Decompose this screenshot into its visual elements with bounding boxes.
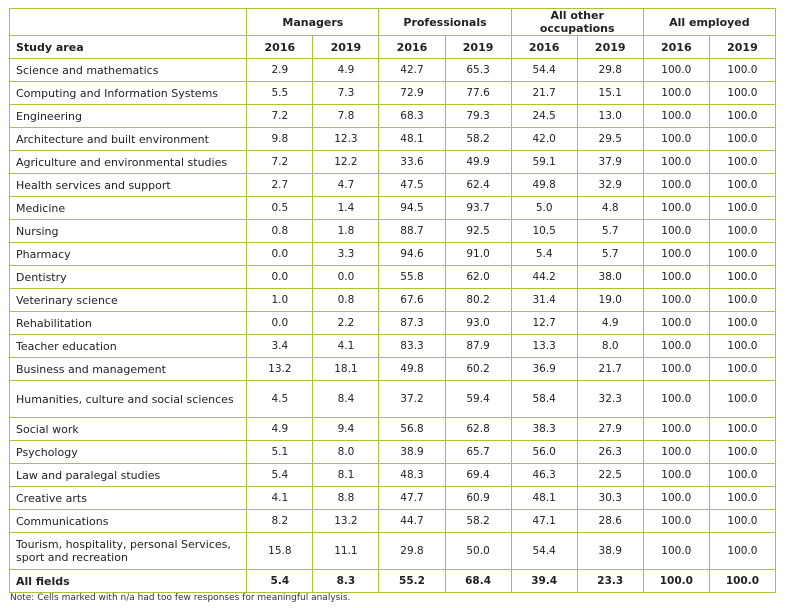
value-cell: 5.7 — [577, 220, 643, 243]
value-cell: 4.7 — [313, 174, 379, 197]
value-cell: 49.8 — [379, 358, 445, 381]
value-cell: 7.8 — [313, 105, 379, 128]
value-cell: 100.0 — [643, 289, 709, 312]
table-row — [10, 358, 776, 381]
value-cell: 49.8 — [511, 174, 577, 197]
value-cell: 47.5 — [379, 174, 445, 197]
study-area-label: Nursing — [10, 220, 247, 243]
table-row — [10, 487, 776, 510]
value-cell: 4.1 — [247, 487, 313, 510]
value-cell: 15.8 — [247, 533, 313, 570]
value-cell: 100.0 — [643, 441, 709, 464]
value-cell: 29.8 — [379, 533, 445, 570]
study-area-label: Computing and Information Systems — [10, 82, 247, 105]
value-cell: 0.0 — [313, 266, 379, 289]
value-cell: 47.7 — [379, 487, 445, 510]
study-area-label: Health services and support — [10, 174, 247, 197]
value-cell: 5.4 — [247, 464, 313, 487]
value-cell: 44.7 — [379, 510, 445, 533]
value-cell: 1.8 — [313, 220, 379, 243]
value-cell: 100.0 — [643, 533, 709, 570]
value-cell: 100.0 — [709, 441, 775, 464]
value-cell: 2.2 — [313, 312, 379, 335]
value-cell: 4.9 — [313, 59, 379, 82]
value-cell: 88.7 — [379, 220, 445, 243]
value-cell: 30.3 — [577, 487, 643, 510]
data-table-container — [9, 8, 776, 593]
study-area-label: Law and paralegal studies — [10, 464, 247, 487]
table-note: Note: Cells marked with n/a had too few responses for meaningful analysis. — [10, 593, 351, 603]
value-cell: 65.7 — [445, 441, 511, 464]
study-area-label: Veterinary science — [10, 289, 247, 312]
value-cell: 36.9 — [511, 358, 577, 381]
value-cell: 100.0 — [643, 59, 709, 82]
corner-cell — [10, 9, 247, 36]
year-header: 2016 — [247, 36, 313, 59]
value-cell: 50.0 — [445, 533, 511, 570]
value-cell: 8.0 — [577, 335, 643, 358]
value-cell: 100.0 — [709, 197, 775, 220]
study-area-label: Tourism, hospitality, personal Services, sport and recreation — [10, 533, 247, 570]
value-cell: 24.5 — [511, 105, 577, 128]
value-cell: 13.2 — [247, 358, 313, 381]
value-cell: 8.2 — [247, 510, 313, 533]
value-cell: 94.5 — [379, 197, 445, 220]
value-cell: 100.0 — [643, 197, 709, 220]
study-area-label: Social work — [10, 418, 247, 441]
value-cell: 87.9 — [445, 335, 511, 358]
value-cell: 100.0 — [709, 464, 775, 487]
value-cell: 3.4 — [247, 335, 313, 358]
employment-by-study-area-table — [9, 8, 776, 593]
value-cell: 44.2 — [511, 266, 577, 289]
study-area-label: Communications — [10, 510, 247, 533]
value-cell: 27.9 — [577, 418, 643, 441]
value-cell: 100.0 — [643, 487, 709, 510]
table-row — [10, 510, 776, 533]
value-cell: 100.0 — [709, 266, 775, 289]
study-area-label: Science and mathematics — [10, 59, 247, 82]
value-cell: 93.0 — [445, 312, 511, 335]
value-cell: 100.0 — [709, 487, 775, 510]
value-cell: 15.1 — [577, 82, 643, 105]
value-cell: 93.7 — [445, 197, 511, 220]
value-cell: 49.9 — [445, 151, 511, 174]
group-header-all-employed: All employed — [643, 9, 775, 36]
value-cell: 59.1 — [511, 151, 577, 174]
value-cell: 79.3 — [445, 105, 511, 128]
value-cell: 100.0 — [709, 381, 775, 418]
value-cell: 2.7 — [247, 174, 313, 197]
table-row — [10, 312, 776, 335]
value-cell: 5.4 — [511, 243, 577, 266]
value-cell: 62.4 — [445, 174, 511, 197]
value-cell: 69.4 — [445, 464, 511, 487]
value-cell: 87.3 — [379, 312, 445, 335]
study-area-label: Architecture and built environment — [10, 128, 247, 151]
value-cell: 100.0 — [709, 335, 775, 358]
value-cell: 13.0 — [577, 105, 643, 128]
value-cell: 0.5 — [247, 197, 313, 220]
value-cell: 42.7 — [379, 59, 445, 82]
value-cell: 12.2 — [313, 151, 379, 174]
table-row — [10, 243, 776, 266]
table-row — [10, 82, 776, 105]
value-cell: 10.5 — [511, 220, 577, 243]
value-cell: 26.3 — [577, 441, 643, 464]
value-cell: 31.4 — [511, 289, 577, 312]
year-header: 2019 — [313, 36, 379, 59]
total-row — [10, 570, 776, 593]
total-cell: 100.0 — [709, 570, 775, 593]
value-cell: 62.8 — [445, 418, 511, 441]
study-area-header: Study area — [10, 36, 247, 59]
study-area-label: Engineering — [10, 105, 247, 128]
total-cell: 100.0 — [643, 570, 709, 593]
value-cell: 100.0 — [709, 418, 775, 441]
table-row — [10, 441, 776, 464]
study-area-label: Medicine — [10, 197, 247, 220]
year-header: 2016 — [511, 36, 577, 59]
total-cell: 23.3 — [577, 570, 643, 593]
value-cell: 18.1 — [313, 358, 379, 381]
value-cell: 3.3 — [313, 243, 379, 266]
value-cell: 11.1 — [313, 533, 379, 570]
value-cell: 100.0 — [643, 510, 709, 533]
value-cell: 7.2 — [247, 151, 313, 174]
value-cell: 100.0 — [709, 174, 775, 197]
total-cell: 68.4 — [445, 570, 511, 593]
study-area-label: Dentistry — [10, 266, 247, 289]
value-cell: 100.0 — [709, 312, 775, 335]
value-cell: 100.0 — [643, 243, 709, 266]
value-cell: 100.0 — [643, 335, 709, 358]
value-cell: 8.1 — [313, 464, 379, 487]
value-cell: 100.0 — [643, 358, 709, 381]
value-cell: 13.2 — [313, 510, 379, 533]
value-cell: 19.0 — [577, 289, 643, 312]
value-cell: 4.5 — [247, 381, 313, 418]
value-cell: 42.0 — [511, 128, 577, 151]
value-cell: 100.0 — [643, 128, 709, 151]
value-cell: 8.8 — [313, 487, 379, 510]
table-body — [10, 59, 776, 593]
value-cell: 47.1 — [511, 510, 577, 533]
value-cell: 100.0 — [643, 174, 709, 197]
value-cell: 62.0 — [445, 266, 511, 289]
value-cell: 0.8 — [247, 220, 313, 243]
table-row — [10, 289, 776, 312]
total-cell: 8.3 — [313, 570, 379, 593]
value-cell: 9.8 — [247, 128, 313, 151]
value-cell: 68.3 — [379, 105, 445, 128]
study-area-label: Pharmacy — [10, 243, 247, 266]
value-cell: 4.9 — [577, 312, 643, 335]
value-cell: 5.7 — [577, 243, 643, 266]
value-cell: 29.5 — [577, 128, 643, 151]
value-cell: 38.3 — [511, 418, 577, 441]
value-cell: 100.0 — [709, 128, 775, 151]
value-cell: 58.2 — [445, 510, 511, 533]
value-cell: 100.0 — [709, 82, 775, 105]
value-cell: 65.3 — [445, 59, 511, 82]
value-cell: 21.7 — [511, 82, 577, 105]
total-cell: 55.2 — [379, 570, 445, 593]
total-cell: 5.4 — [247, 570, 313, 593]
total-label: All fields — [10, 570, 247, 593]
value-cell: 29.8 — [577, 59, 643, 82]
value-cell: 100.0 — [709, 105, 775, 128]
value-cell: 5.5 — [247, 82, 313, 105]
value-cell: 60.2 — [445, 358, 511, 381]
year-header: 2016 — [643, 36, 709, 59]
value-cell: 0.0 — [247, 243, 313, 266]
value-cell: 0.8 — [313, 289, 379, 312]
value-cell: 0.0 — [247, 312, 313, 335]
value-cell: 7.2 — [247, 105, 313, 128]
value-cell: 0.0 — [247, 266, 313, 289]
value-cell: 100.0 — [709, 358, 775, 381]
table-row — [10, 128, 776, 151]
study-area-label: Agriculture and environmental studies — [10, 151, 247, 174]
table-row — [10, 335, 776, 358]
table-row — [10, 151, 776, 174]
table-row — [10, 59, 776, 82]
value-cell: 38.9 — [379, 441, 445, 464]
table-row — [10, 381, 776, 418]
value-cell: 100.0 — [709, 59, 775, 82]
table-row — [10, 464, 776, 487]
value-cell: 59.4 — [445, 381, 511, 418]
value-cell: 94.6 — [379, 243, 445, 266]
value-cell: 100.0 — [709, 289, 775, 312]
value-cell: 48.1 — [379, 128, 445, 151]
value-cell: 5.1 — [247, 441, 313, 464]
value-cell: 48.3 — [379, 464, 445, 487]
value-cell: 100.0 — [643, 381, 709, 418]
total-cell: 39.4 — [511, 570, 577, 593]
value-cell: 100.0 — [643, 220, 709, 243]
value-cell: 54.4 — [511, 59, 577, 82]
table-row — [10, 418, 776, 441]
value-cell: 100.0 — [709, 243, 775, 266]
value-cell: 38.9 — [577, 533, 643, 570]
value-cell: 1.4 — [313, 197, 379, 220]
value-cell: 8.4 — [313, 381, 379, 418]
value-cell: 1.0 — [247, 289, 313, 312]
table-row — [10, 197, 776, 220]
table-row — [10, 105, 776, 128]
value-cell: 100.0 — [643, 266, 709, 289]
value-cell: 100.0 — [709, 510, 775, 533]
value-cell: 48.1 — [511, 487, 577, 510]
value-cell: 58.4 — [511, 381, 577, 418]
value-cell: 8.0 — [313, 441, 379, 464]
value-cell: 37.9 — [577, 151, 643, 174]
group-header-row — [10, 9, 776, 36]
value-cell: 91.0 — [445, 243, 511, 266]
value-cell: 13.3 — [511, 335, 577, 358]
value-cell: 2.9 — [247, 59, 313, 82]
year-header: 2016 — [379, 36, 445, 59]
value-cell: 37.2 — [379, 381, 445, 418]
value-cell: 100.0 — [643, 312, 709, 335]
year-header: 2019 — [709, 36, 775, 59]
value-cell: 100.0 — [709, 220, 775, 243]
year-header: 2019 — [577, 36, 643, 59]
study-area-label: Psychology — [10, 441, 247, 464]
value-cell: 56.0 — [511, 441, 577, 464]
value-cell: 100.0 — [643, 105, 709, 128]
value-cell: 7.3 — [313, 82, 379, 105]
value-cell: 12.7 — [511, 312, 577, 335]
value-cell: 100.0 — [643, 418, 709, 441]
value-cell: 28.6 — [577, 510, 643, 533]
table-row — [10, 266, 776, 289]
value-cell: 58.2 — [445, 128, 511, 151]
value-cell: 12.3 — [313, 128, 379, 151]
value-cell: 77.6 — [445, 82, 511, 105]
value-cell: 5.0 — [511, 197, 577, 220]
value-cell: 22.5 — [577, 464, 643, 487]
value-cell: 4.8 — [577, 197, 643, 220]
value-cell: 4.1 — [313, 335, 379, 358]
group-header-managers: Managers — [247, 9, 379, 36]
study-area-label: Humanities, culture and social sciences — [10, 381, 247, 418]
value-cell: 67.6 — [379, 289, 445, 312]
value-cell: 55.8 — [379, 266, 445, 289]
group-header-other: All other occupations — [511, 9, 643, 36]
value-cell: 46.3 — [511, 464, 577, 487]
value-cell: 100.0 — [643, 151, 709, 174]
value-cell: 33.6 — [379, 151, 445, 174]
value-cell: 72.9 — [379, 82, 445, 105]
value-cell: 38.0 — [577, 266, 643, 289]
value-cell: 9.4 — [313, 418, 379, 441]
value-cell: 100.0 — [709, 533, 775, 570]
value-cell: 4.9 — [247, 418, 313, 441]
value-cell: 83.3 — [379, 335, 445, 358]
value-cell: 32.3 — [577, 381, 643, 418]
value-cell: 100.0 — [643, 464, 709, 487]
value-cell: 54.4 — [511, 533, 577, 570]
value-cell: 80.2 — [445, 289, 511, 312]
value-cell: 56.8 — [379, 418, 445, 441]
table-row — [10, 220, 776, 243]
table-row — [10, 533, 776, 570]
value-cell: 32.9 — [577, 174, 643, 197]
value-cell: 21.7 — [577, 358, 643, 381]
study-area-label: Business and management — [10, 358, 247, 381]
value-cell: 60.9 — [445, 487, 511, 510]
year-header-row — [10, 36, 776, 59]
table-row — [10, 174, 776, 197]
study-area-label: Teacher education — [10, 335, 247, 358]
value-cell: 92.5 — [445, 220, 511, 243]
value-cell: 100.0 — [643, 82, 709, 105]
study-area-label: Rehabilitation — [10, 312, 247, 335]
group-header-professionals: Professionals — [379, 9, 511, 36]
study-area-label: Creative arts — [10, 487, 247, 510]
year-header: 2019 — [445, 36, 511, 59]
value-cell: 100.0 — [709, 151, 775, 174]
